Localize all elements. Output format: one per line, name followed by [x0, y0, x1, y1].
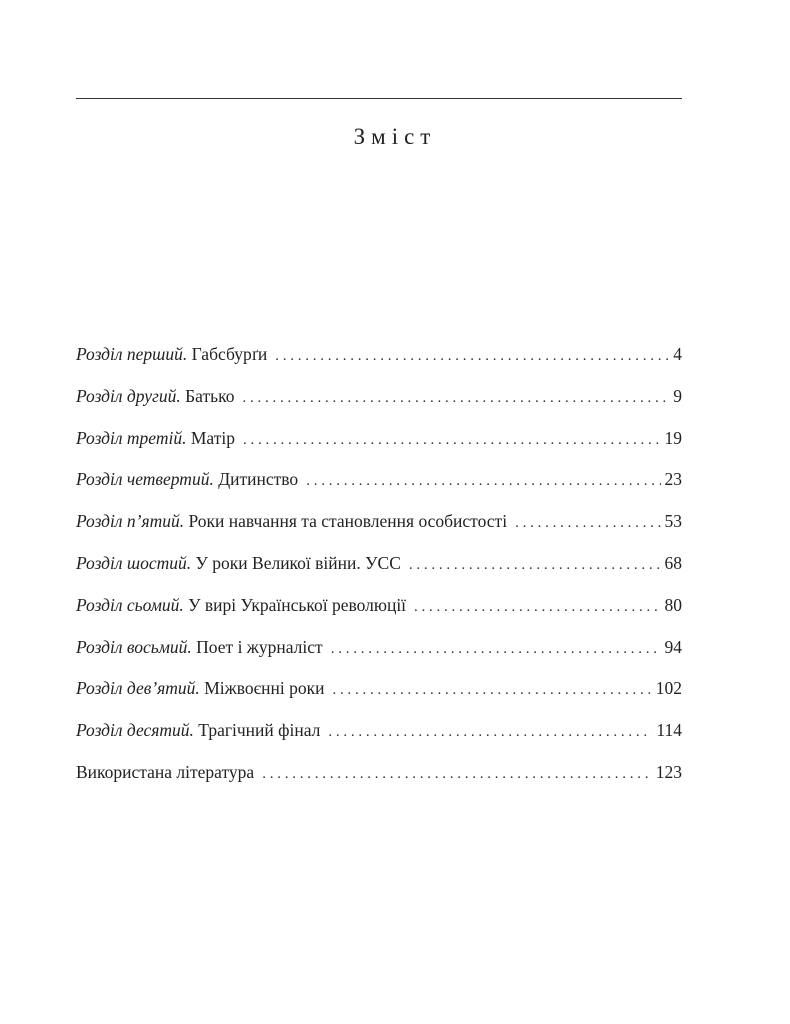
dot-leader — [242, 384, 669, 412]
toc-chapter-number: Розділ четвертий. — [76, 469, 214, 490]
toc-chapter-number: Розділ восьмий. — [76, 636, 192, 657]
toc-entry-label — [76, 465, 298, 493]
toc-entry — [76, 465, 682, 507]
toc-entry-label — [76, 382, 234, 410]
toc-chapter-title: У вирі Української революції — [188, 594, 407, 615]
toc-chapter-number: Розділ п’ятий. — [76, 511, 185, 532]
toc-page-number: 123 — [655, 761, 682, 782]
table-of-contents — [76, 340, 682, 800]
dot-leader — [243, 426, 661, 454]
toc-entry-label — [76, 340, 267, 368]
toc-entry — [76, 382, 682, 424]
dot-leader — [275, 342, 669, 370]
toc-entry-label — [76, 758, 254, 786]
page-title: Зміст — [353, 124, 437, 149]
toc-entry — [76, 758, 682, 800]
toc-chapter-title: Матір — [190, 427, 235, 448]
toc-chapter-title: Габсбурґи — [191, 344, 268, 364]
toc-chapter-number: Розділ другий. — [76, 385, 181, 406]
dot-leader — [328, 718, 652, 746]
toc-entry-label — [76, 549, 401, 577]
toc-entry-label — [76, 424, 235, 452]
toc-page-number: 114 — [656, 720, 682, 741]
toc-page-number: 23 — [664, 469, 682, 490]
toc-page-number: 9 — [673, 385, 682, 406]
toc-page-number: 4 — [673, 344, 682, 364]
toc-page-number: 19 — [664, 427, 682, 448]
dot-leader — [409, 551, 661, 579]
toc-chapter-number: Розділ десятий. — [76, 720, 194, 741]
toc-chapter-number: Розділ третій. — [76, 427, 187, 448]
toc-chapter-title: Поет і журналіст — [196, 636, 323, 657]
toc-chapter-number: Розділ шостий. — [76, 552, 192, 573]
dot-leader — [332, 676, 651, 704]
toc-entry — [76, 507, 682, 549]
toc-page-number: 102 — [655, 678, 682, 699]
toc-page-number: 53 — [664, 511, 682, 532]
toc-entry — [76, 340, 682, 382]
header-rule — [76, 98, 682, 99]
toc-entry — [76, 549, 682, 591]
dot-leader — [414, 593, 660, 621]
toc-entry — [76, 716, 682, 758]
toc-page-number: 68 — [664, 552, 682, 573]
toc-entry-label — [76, 591, 406, 619]
toc-entry-label — [76, 633, 323, 661]
dot-leader — [306, 467, 660, 495]
toc-chapter-number: Розділ перший. — [76, 344, 188, 364]
toc-chapter-title: Використана література — [76, 761, 255, 782]
toc-entry — [76, 424, 682, 466]
toc-entry — [76, 591, 682, 633]
dot-leader — [515, 509, 660, 537]
toc-entry — [76, 633, 682, 675]
toc-chapter-title: Роки навчання та становлення особистості — [188, 511, 508, 532]
toc-page-number: 80 — [664, 594, 682, 615]
toc-chapter-title: У роки Великої війни. УСС — [195, 552, 401, 573]
toc-entry-label — [76, 716, 320, 744]
toc-chapter-title: Дитинство — [218, 469, 299, 490]
toc-entry-label — [76, 674, 324, 702]
dot-leader — [331, 635, 661, 663]
toc-chapter-title: Міжвоєнні роки — [204, 678, 325, 699]
toc-chapter-title: Трагічний фінал — [198, 720, 321, 741]
toc-page-number: 94 — [664, 636, 682, 657]
toc-chapter-number: Розділ дев’ятий. — [76, 678, 200, 699]
dot-leader — [262, 760, 652, 788]
toc-entry-label — [76, 507, 507, 535]
toc-chapter-number: Розділ сьомий. — [76, 594, 184, 615]
toc-entry — [76, 674, 682, 716]
toc-chapter-title: Батько — [185, 385, 235, 406]
